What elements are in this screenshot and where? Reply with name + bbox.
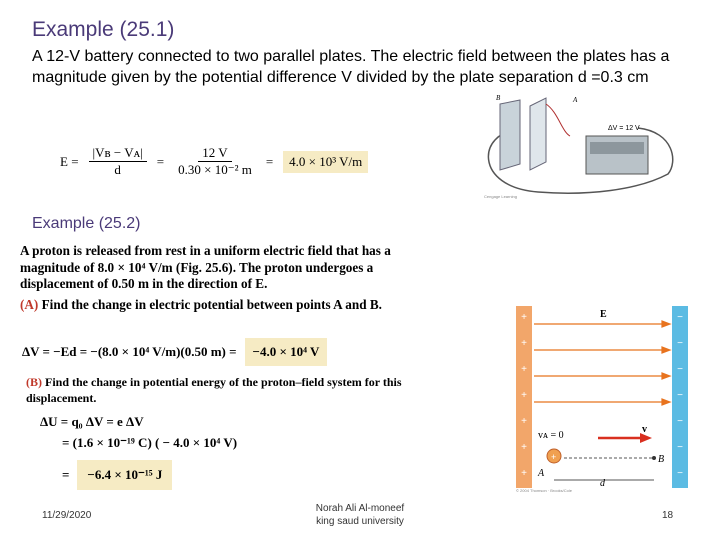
eq-b3-result: −6.4 × 10⁻¹⁵ J bbox=[77, 460, 172, 490]
problem-statement bbox=[20, 243, 445, 313]
slide-title-example-25-2: Example (25.2) bbox=[32, 215, 141, 232]
eq1-den1: d bbox=[114, 162, 121, 177]
fig1-label-a: A bbox=[573, 96, 578, 104]
velocity-label: v bbox=[642, 424, 647, 435]
field-line-arrowhead bbox=[662, 321, 670, 327]
fig1-credit: Cengage Learning bbox=[484, 194, 517, 199]
minus-sign: − bbox=[677, 364, 683, 375]
intro-paragraph: A 12-V battery connected to two parallel plates. The electric field between the plates has a magnitude given by the potential difference V divided by the plate separation d =0.3 cm bbox=[32, 48, 670, 86]
fig1-label-dv: ΔV = 12 V bbox=[608, 125, 640, 132]
footer-page-number: 18 bbox=[662, 510, 674, 521]
eq1-fraction-2 bbox=[174, 145, 256, 178]
part-a-text: Find the change in electric potential between points A and B. bbox=[41, 296, 382, 312]
footer-author bbox=[300, 502, 420, 528]
plate-a bbox=[530, 98, 546, 170]
field-equation bbox=[60, 145, 368, 178]
minus-sign: − bbox=[677, 338, 683, 349]
slide-title-example-25-1: Example (25.1) bbox=[32, 18, 175, 41]
plus-sign: + bbox=[521, 390, 527, 401]
eq-a-lhs: ΔV = −Ed = −(8.0 × 10⁴ V/m)(0.50 m) = bbox=[22, 344, 237, 359]
battery-top bbox=[590, 142, 644, 154]
plus-sign: + bbox=[521, 312, 527, 323]
fig1-label-b: B bbox=[496, 94, 501, 102]
eq-b-line2: = (1.6 × 10⁻¹⁹ C) ( − 4.0 × 10⁴ V) bbox=[62, 435, 238, 450]
eq-b-line3 bbox=[62, 460, 172, 490]
eq-b3-equals: = bbox=[62, 467, 70, 482]
eq1-equals-a: = bbox=[156, 153, 165, 169]
eq1-num2: 12 V bbox=[198, 145, 231, 162]
part-b-label: (B) bbox=[26, 375, 42, 389]
footer-date: 11/29/2020 bbox=[42, 510, 92, 521]
part-a-equation bbox=[22, 338, 327, 366]
eq1-equals-b: = bbox=[265, 153, 274, 169]
battery-icon bbox=[586, 136, 648, 174]
part-a-label: (A) bbox=[20, 296, 39, 312]
eq1-den2: 0.30 × 10⁻² m bbox=[178, 162, 252, 177]
eq-b-line1: ΔU = q₀ ΔV = e ΔV bbox=[40, 414, 144, 429]
field-line-arrowhead bbox=[662, 373, 670, 379]
plus-sign: + bbox=[521, 364, 527, 375]
problem-text: A proton is released from rest in a uniform electric field that has a magnitude of 8.0 × 10⁴ V/m (Fig. 25.6). The proton undergoes a displacement of 0.50 m in the direction of E. bbox=[20, 243, 391, 292]
part-a bbox=[20, 297, 445, 314]
point-b-label: B bbox=[658, 454, 665, 465]
plus-sign: + bbox=[521, 442, 527, 453]
eq1-result: 4.0 × 10³ V/m bbox=[283, 151, 368, 173]
plus-sign: + bbox=[521, 416, 527, 427]
plus-sign: + bbox=[521, 338, 527, 349]
plate-b bbox=[500, 100, 520, 170]
footer-author-institution: king saud university bbox=[316, 516, 404, 527]
distance-label: d bbox=[600, 478, 605, 489]
part-b bbox=[26, 374, 426, 406]
field-label-e: E bbox=[600, 309, 607, 320]
point-b-marker bbox=[652, 456, 656, 460]
plus-sign: + bbox=[521, 468, 527, 479]
proton-field-figure bbox=[512, 304, 692, 494]
minus-sign: − bbox=[677, 390, 683, 401]
eq1-fraction-1 bbox=[89, 145, 147, 178]
point-a-label: A bbox=[538, 468, 545, 479]
minus-sign: − bbox=[677, 442, 683, 453]
fig2-credit: © 2004 Thomson · Brooks/Cole bbox=[516, 488, 573, 493]
field-line-arrowhead bbox=[662, 399, 670, 405]
minus-sign: − bbox=[677, 468, 683, 479]
eq1-num1: |Vʙ − Vᴀ| bbox=[89, 145, 147, 162]
part-b-text: Find the change in potential energy of the proton–field system for this displacement. bbox=[26, 375, 402, 405]
minus-sign: − bbox=[677, 416, 683, 427]
parallel-plates-battery-figure bbox=[478, 92, 678, 202]
footer-author-name: Norah Ali Al-moneef bbox=[315, 503, 405, 514]
field-line-arrowhead bbox=[662, 347, 670, 353]
wire-to-battery bbox=[546, 104, 570, 136]
minus-sign: − bbox=[677, 312, 683, 323]
eq1-lhs: E = bbox=[60, 153, 79, 169]
eq-a-result: −4.0 × 10⁴ V bbox=[245, 338, 328, 366]
va-zero-label: vᴀ = 0 bbox=[538, 430, 564, 441]
proton-plus-sign: + bbox=[551, 452, 557, 462]
